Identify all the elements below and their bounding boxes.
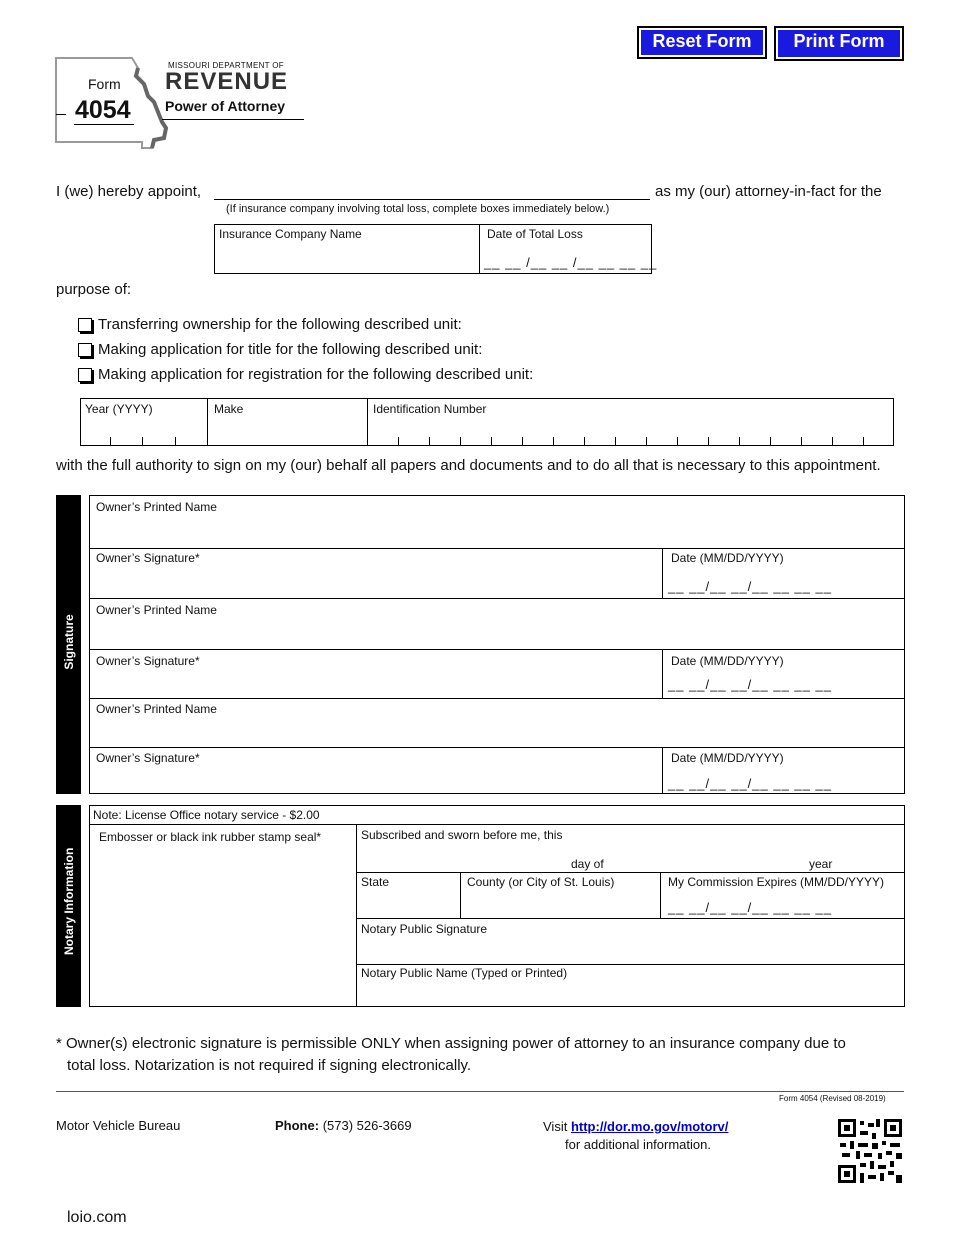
vin-tick: [398, 437, 399, 445]
sworn-label[interactable]: Subscribed and sworn before me, this: [361, 828, 563, 842]
form-label: Form: [88, 76, 121, 92]
notary-name-label[interactable]: Notary Public Name (Typed or Printed): [361, 966, 568, 980]
authority-text: with the full authority to sign on my (our) behalf all papers and documents and to do all that is necessary to this appointment.: [56, 457, 881, 474]
owner-printed-name-3[interactable]: Owner’s Printed Name: [96, 702, 217, 716]
vin-label[interactable]: Identification Number: [373, 402, 487, 416]
notary-row-line: [356, 872, 905, 873]
commission-date-blank[interactable]: __ __/__ __/__ __ __ __: [668, 900, 832, 915]
sig-date-divider: [662, 649, 663, 698]
state-label[interactable]: State: [361, 875, 390, 889]
owner-signature-2[interactable]: Owner’s Signature*: [96, 654, 200, 668]
owner-date-blank-2[interactable]: __ __/__ __/__ __ __ __: [668, 677, 832, 692]
title-underline: [162, 119, 304, 120]
motorv-link[interactable]: http://dor.mo.gov/motorv/: [570, 1119, 729, 1134]
owner-date-label-3: Date (MM/DD/YYYY): [671, 751, 784, 765]
unit-divider-2: [367, 398, 368, 446]
unit-table: [80, 398, 894, 446]
year-label-notary: year: [809, 857, 833, 871]
owner-printed-name-1[interactable]: Owner’s Printed Name: [96, 500, 217, 514]
signature-table: [89, 495, 905, 794]
vin-tick: [801, 437, 802, 445]
vin-tick: [770, 437, 771, 445]
form-number: 4054: [75, 96, 131, 124]
option-transfer-label: Transferring ownership for the following described unit:: [98, 316, 462, 333]
notary-seal-divider: [356, 824, 357, 1007]
vin-tick: [739, 437, 740, 445]
vin-tick: [460, 437, 461, 445]
vin-tick: [522, 437, 523, 445]
notary-state-divider: [460, 872, 461, 918]
signature-sidebar-label: Signature: [62, 614, 76, 670]
option-title-label: Making application for title for the following described unit:: [98, 341, 483, 358]
visit-block: [543, 1119, 728, 1134]
appoint-suffix: as my (our) attorney-in-fact for the: [655, 183, 882, 200]
owner-date-label-2: Date (MM/DD/YYYY): [671, 654, 784, 668]
reset-form-button[interactable]: Reset Form: [637, 26, 767, 59]
vin-tick: [491, 437, 492, 445]
notary-row-line: [356, 918, 905, 919]
commission-label: My Commission Expires (MM/DD/YYYY): [668, 875, 885, 889]
year-tick: [110, 437, 111, 445]
bureau-name: Motor Vehicle Bureau: [56, 1118, 181, 1133]
footnote-line-1: * Owner(s) electronic signature is permissible ONLY when assigning power of attorney to an insurance company due to: [56, 1035, 846, 1052]
watermark-text: loio.com: [67, 1209, 127, 1226]
attorney-name-field[interactable]: [214, 199, 650, 200]
form-number-underline: [74, 124, 134, 125]
transfer-ownership-checkbox[interactable]: [78, 318, 92, 332]
vin-tick: [584, 437, 585, 445]
year-tick: [175, 437, 176, 445]
revision-text: Form 4054 (Revised 08-2019): [779, 1094, 886, 1103]
sig-row-line: [89, 698, 905, 699]
owner-signature-3[interactable]: Owner’s Signature*: [96, 751, 200, 765]
date-of-loss-label[interactable]: Date of Total Loss: [487, 227, 583, 241]
header-dash: [56, 114, 66, 115]
vin-tick: [646, 437, 647, 445]
phone-number: (573) 526-3669: [322, 1118, 412, 1133]
purpose-label: purpose of:: [56, 281, 132, 298]
owner-date-blank-3[interactable]: __ __/__ __/__ __ __ __: [668, 776, 832, 791]
owner-date-label-1: Date (MM/DD/YYYY): [671, 551, 784, 565]
unit-divider-1: [207, 398, 208, 446]
sig-date-divider: [662, 747, 663, 794]
notary-row-line: [356, 964, 905, 965]
registration-application-checkbox[interactable]: [78, 368, 92, 382]
insurance-note: (If insurance company involving total loss, complete boxes immediately below.): [226, 203, 610, 215]
sig-date-divider: [662, 548, 663, 598]
qr-code-icon: [838, 1119, 902, 1183]
visit-label: Visit: [543, 1119, 568, 1134]
seal-label: Embosser or black ink rubber stamp seal*: [99, 830, 322, 844]
county-label[interactable]: County (or City of St. Louis): [467, 875, 615, 889]
department-small: MISSOURI DEPARTMENT OF: [168, 61, 284, 70]
department-logo-text: REVENUE: [165, 68, 289, 95]
vin-tick: [553, 437, 554, 445]
date-of-loss-blank[interactable]: __ __ /__ __ /__ __ __ __: [484, 255, 658, 270]
notary-service-note: Note: License Office notary service - $2.00: [93, 808, 320, 822]
print-form-button[interactable]: Print Form: [774, 26, 904, 61]
vin-tick: [832, 437, 833, 445]
footnote-line-2: total loss. Notarization is not required if signing electronically.: [67, 1057, 472, 1074]
sig-row-line: [89, 548, 905, 549]
vin-tick: [708, 437, 709, 445]
notary-note-line: [89, 824, 905, 825]
additional-info-text: for additional information.: [565, 1137, 711, 1152]
title-application-checkbox[interactable]: [78, 343, 92, 357]
insurance-company-label[interactable]: Insurance Company Name: [219, 227, 362, 241]
year-label[interactable]: Year (YYYY): [85, 402, 153, 416]
vin-tick: [429, 437, 430, 445]
form-title: Power of Attorney: [165, 98, 286, 114]
make-label[interactable]: Make: [214, 402, 244, 416]
owner-date-blank-1[interactable]: __ __/__ __/__ __ __ __: [668, 579, 832, 594]
notary-county-divider: [660, 872, 661, 918]
owner-printed-name-2[interactable]: Owner’s Printed Name: [96, 603, 217, 617]
notary-signature-label[interactable]: Notary Public Signature: [361, 922, 488, 936]
vin-tick: [677, 437, 678, 445]
owner-signature-1[interactable]: Owner’s Signature*: [96, 551, 200, 565]
sig-row-line: [89, 598, 905, 599]
vin-tick: [615, 437, 616, 445]
phone-block: [275, 1118, 412, 1133]
appoint-prefix: I (we) hereby appoint,: [56, 183, 202, 200]
year-tick: [142, 437, 143, 445]
vin-tick: [863, 437, 864, 445]
day-of-label: day of: [571, 857, 604, 871]
footer-rule: [56, 1091, 904, 1092]
notary-sidebar-label: Notary Information: [62, 847, 76, 955]
phone-label: Phone:: [275, 1118, 320, 1133]
sig-row-line: [89, 649, 905, 650]
option-registration-label: Making application for registration for the following described unit:: [98, 366, 534, 383]
insurance-divider: [479, 224, 480, 274]
sig-row-line: [89, 747, 905, 748]
